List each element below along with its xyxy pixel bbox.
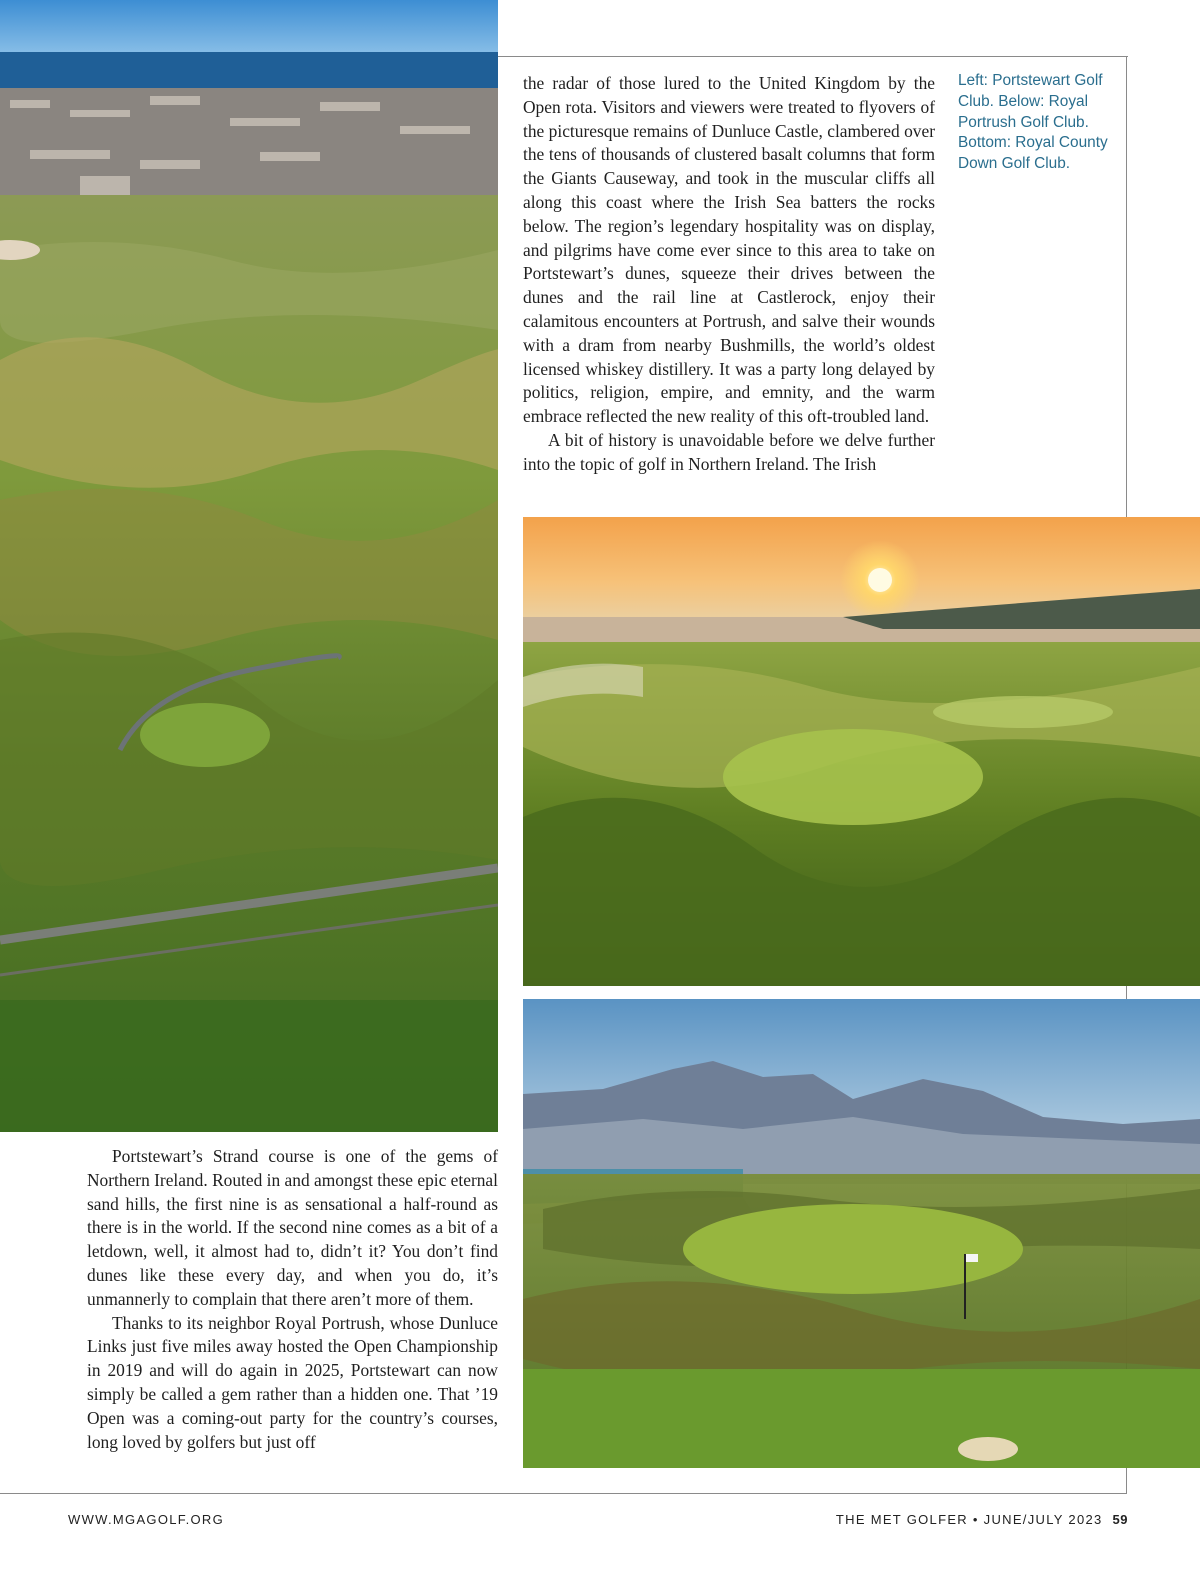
- right-column-text: [523, 72, 935, 477]
- right-column-paragraph-1: the radar of those lured to the United Kingdom by the Open rota. Visitors and viewers were treated to flyovers of the picturesque remains of Dunluce Castle, clambered over the tens of thousands of clustered basalt columns that form the Giants Causeway, and took in the muscular cliffs all along this coast where the Irish Sea batters the rocks below. The region’s legendary hospitality was on display, and pilgrims have come ever since to this area to take on Portstewart’s dunes, squeeze their drives between the dunes and the rail line at Castlerock, enjoy their calamitous encounters at Portrush, and salve their wounds with a dram from nearby Bushmills, the world’s oldest licensed whiskey distillery. It was a party long delayed by politics, religion, empire, and emnity, and the warm embrace reflected the new reality of this oft-troubled land.: [523, 73, 935, 427]
- footer-publication: [836, 1512, 1128, 1527]
- portstewart-aerial-illustration: [0, 0, 498, 1132]
- royal-portrush-sunset-photo: [523, 517, 1200, 986]
- footer-publication-title: THE MET GOLFER • JUNE/JULY 2023: [835, 1512, 1103, 1527]
- royal-county-down-photo: [523, 999, 1200, 1468]
- footer-website: WWW.MGAGOLF.ORG: [68, 1512, 224, 1527]
- photo-caption: Left: Portstewart Golf Club. Below: Royal Portrush Golf Club. Bottom: Royal County Down Golf Club.: [958, 72, 1108, 173]
- frame-rule-top: [498, 56, 1128, 57]
- left-column-paragraph-2: Thanks to its neighbor Royal Portrush, whose Dunluce Links just five miles away hosted the Open Championship in 2019 and will do again in 2025, Portstewart can now simply be called a gem rather than a hidden one. That ’19 Open was a coming-out party for the country’s courses, long loved by golfers but just off: [87, 1312, 498, 1452]
- left-column-paragraph-1: Portstewart’s Strand course is one of the gems of Northern Ireland. Routed in and amongst these epic eternal sand hills, the first nine is as sensational a half-round as there is in the world. If the second nine comes as a bit of a letdown, well, it almost had to, didn’t it? You don’t find dunes like these every day, and when you do, it’s unmannerly to complain that there aren’t more of them.: [87, 1146, 498, 1309]
- frame-rule-bottom: [0, 1493, 1127, 1494]
- right-column-paragraph-2: A bit of history is unavoidable before we delve further into the topic of golf in Northern Ireland. The Irish: [523, 429, 935, 474]
- left-column-text: [87, 1145, 498, 1454]
- portstewart-aerial-photo: [0, 0, 498, 1132]
- page-number: 59: [1112, 1512, 1128, 1527]
- royal-portrush-illustration: [523, 517, 1200, 986]
- royal-county-down-illustration: [523, 999, 1200, 1468]
